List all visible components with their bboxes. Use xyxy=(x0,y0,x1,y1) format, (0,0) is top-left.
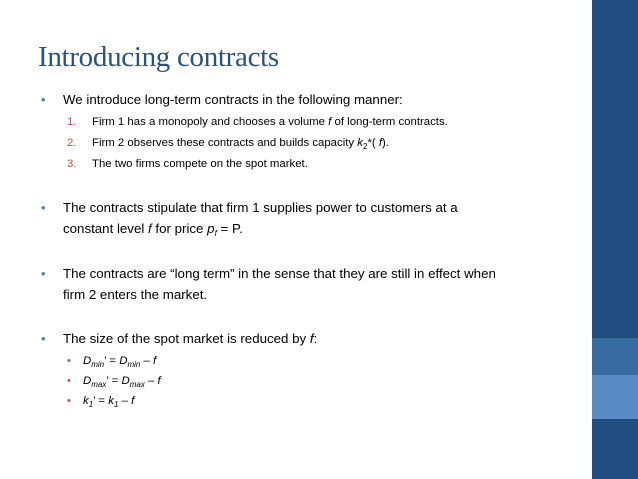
bullet-text: We introduce long-term contracts in the following manner: xyxy=(63,92,403,107)
list-number: 2. xyxy=(67,137,77,149)
numbered-item: Firm 2 observes these contracts and builds capacity $k_2*$( f). xyxy=(92,137,389,151)
equation-item: $D_{max}$’ = $D_{max}$ – f xyxy=(83,375,161,389)
sidebar-segment xyxy=(592,375,638,419)
bullet-text: The contracts stipulate that firm 1 supplies power to customers at a xyxy=(63,200,458,215)
list-number: 1. xyxy=(67,116,77,128)
sub-bullet-glyph: • xyxy=(67,355,71,367)
equation-item: $D_{min}$’ = $D_{min}$ – f xyxy=(83,355,157,369)
sidebar-segment xyxy=(592,0,638,338)
sidebar-segment xyxy=(592,419,638,479)
numbered-item: Firm 1 has a monopoly and chooses a volume f of long-term contracts. xyxy=(92,116,448,128)
sub-bullet-glyph: • xyxy=(67,375,71,387)
sub-bullet-glyph: • xyxy=(67,395,71,407)
bullet-glyph: • xyxy=(41,92,46,107)
list-number: 3. xyxy=(67,158,77,170)
bullet-text: The contracts are “long term” in the sense that they are still in effect when xyxy=(63,266,496,281)
decorative-sidebar xyxy=(592,0,638,479)
slide-title: Introducing contracts xyxy=(38,41,279,73)
bullet-text-cont: firm 2 enters the market. xyxy=(63,287,208,302)
bullet-glyph: • xyxy=(41,266,46,281)
bullet-glyph: • xyxy=(41,200,46,215)
bullet-text-cont: constant level f for price $p_f = P$. xyxy=(63,221,243,238)
sidebar-segment xyxy=(592,338,638,375)
bullet-text: The size of the spot market is reduced by f: xyxy=(63,331,318,346)
bullet-glyph: • xyxy=(41,331,46,346)
equation-item: $k_1$’ = $k_1$ – f xyxy=(83,395,135,409)
numbered-item: The two firms compete on the spot market. xyxy=(92,158,308,170)
